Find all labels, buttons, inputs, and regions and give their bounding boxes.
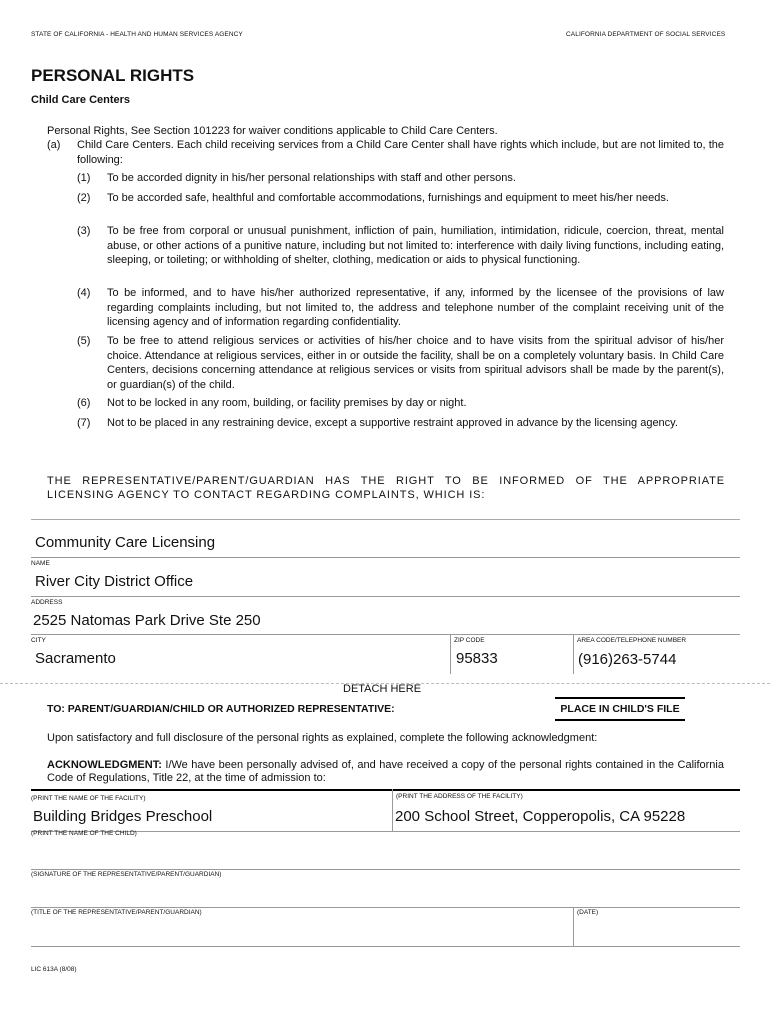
right-number: (5) xyxy=(77,335,91,347)
phone-label: AREA CODE/TELEPHONE NUMBER xyxy=(577,637,687,644)
field-line xyxy=(31,596,740,597)
department-header: CALIFORNIA DEPARTMENT OF SOCIAL SERVICES xyxy=(566,31,726,38)
place-in-file-box xyxy=(555,697,685,721)
item-a-label: (a) xyxy=(47,139,61,151)
right-text: To be accorded safe, healthful and comfortable accommodations, furnishings and equipment to meet his/her needs. xyxy=(107,192,669,204)
place-in-file-label: PLACE IN CHILD'S FILE xyxy=(560,703,680,715)
right-text: To be accorded dignity in his/her personal relationships with staff and other persons. xyxy=(107,172,516,184)
form-number: LIC 613A (8/08) xyxy=(31,966,77,973)
agency-name-value[interactable]: Community Care Licensing xyxy=(35,534,216,551)
phone-value[interactable]: (916)263-5744 xyxy=(578,651,677,668)
right-number: (7) xyxy=(77,417,91,429)
facility-name-label: (PRINT THE NAME OF THE FACILITY) xyxy=(31,795,146,802)
facility-address-label: (PRINT THE ADDRESS OF THE FACILITY) xyxy=(396,793,523,800)
field-line xyxy=(31,946,740,947)
date-field[interactable] xyxy=(576,918,740,946)
address-label: ADDRESS xyxy=(31,599,63,606)
intro-text: Personal Rights, See Section 101223 for waiver conditions applicable to Child Care Centers. xyxy=(47,125,498,137)
ack-label: ACKNOWLEDGMENT: xyxy=(47,759,162,771)
field-line xyxy=(31,907,740,908)
city-value[interactable]: Sacramento xyxy=(35,650,116,667)
right-number: (3) xyxy=(77,225,91,237)
right-number: (1) xyxy=(77,172,91,184)
field-line xyxy=(31,634,740,635)
field-line xyxy=(31,831,740,832)
field-divider xyxy=(392,789,393,832)
acknowledgment-text xyxy=(47,759,724,785)
agency-street-value[interactable]: 2525 Natomas Park Drive Ste 250 xyxy=(33,612,261,629)
facility-name-value[interactable]: Building Bridges Preschool xyxy=(33,808,213,825)
field-divider xyxy=(450,634,451,674)
page-title: PERSONAL RIGHTS xyxy=(31,66,195,85)
detach-label: DETACH HERE xyxy=(343,683,422,695)
right-number: (4) xyxy=(77,287,91,299)
zip-label: ZIP CODE xyxy=(454,637,485,644)
rep-title-field[interactable] xyxy=(31,918,571,946)
signature-label: (SIGNATURE OF THE REPRESENTATIVE/PARENT/GUARDIAN) xyxy=(31,871,222,878)
city-label: CITY xyxy=(31,637,46,644)
field-divider xyxy=(573,634,574,674)
divider xyxy=(31,519,740,520)
item-a-text: Child Care Centers. Each child receiving services from a Child Care Center shall have rights which include, but are not limited to, the following: xyxy=(77,139,724,166)
agency-address-value[interactable]: River City District Office xyxy=(35,573,194,590)
child-name-field[interactable] xyxy=(31,840,740,868)
right-text: Not to be locked in any room, building, or facility premises by day or night. xyxy=(107,397,467,409)
child-name-label: (PRINT THE NAME OF THE CHILD) xyxy=(31,830,137,837)
ack-instruction: Upon satisfactory and full disclosure of the personal rights as explained, complete the following acknowledgment: xyxy=(47,732,598,744)
right-text: To be free from corporal or unusual punishment, infliction of pain, humiliation, intimidation, ridicule, coercion, threat, mental abuse, or other actions of a punitive nature, including but not limited to: interference with daily living functions, including eating, sleeping, or toileting; or withholding of shelter, clothing, medication or aids to physical functioning. xyxy=(107,225,724,266)
zip-value[interactable]: 95833 xyxy=(456,650,498,667)
rep-title-label: (TITLE OF THE REPRESENTATIVE/PARENT/GUARDIAN) xyxy=(31,909,202,916)
right-text: Not to be placed in any restraining device, except a supportive restraint approved in advance by the licensing agency. xyxy=(107,417,678,429)
right-text: To be free to attend religious services or activities of his/her choice and to have visits from the spiritual advisor of his/her choice. Attendance at religious services, either in or outside the facility, shall be on a completely voluntary basis. In Child Care Centers, decisions concerning attendance at religious services or visits from spiritual advisors shall be made by the parent(s), or guardian(s) of the child. xyxy=(107,335,724,391)
form-top-rule xyxy=(31,789,740,791)
ack-body: I/We have been personally advised of, and have received a copy of the personal rights contained in the California Code of Regulations, Title 22, at the time of admission to: xyxy=(47,759,724,784)
right-text: To be informed, and to have his/her authorized representative, if any, informed by the licensee of the provisions of law regarding complaints including, but not limited to, the address and telephone number of the complaint receiving unit of the licensing agency and of information regarding confidentiality. xyxy=(107,287,724,328)
agency-header: STATE OF CALIFORNIA - HEALTH AND HUMAN SERVICES AGENCY xyxy=(31,31,243,38)
page-subtitle: Child Care Centers xyxy=(31,94,131,106)
field-divider xyxy=(573,907,574,947)
field-line xyxy=(31,869,740,870)
name-label: NAME xyxy=(31,560,50,567)
signature-field[interactable] xyxy=(31,880,740,906)
right-number: (6) xyxy=(77,397,91,409)
facility-address-value[interactable]: 200 School Street, Copperopolis, CA 95228 xyxy=(395,808,686,825)
right-number: (2) xyxy=(77,192,91,204)
to-line: TO: PARENT/GUARDIAN/CHILD OR AUTHORIZED REPRESENTATIVE: xyxy=(47,703,395,715)
field-line xyxy=(31,557,740,558)
date-label: (DATE) xyxy=(577,909,599,916)
complaint-notice: THE REPRESENTATIVE/PARENT/GUARDIAN HAS THE RIGHT TO BE INFORMED OF THE APPROPRIATE LICENSING AGENCY TO CONTACT REGARDING COMPLAINTS, WHICH IS: xyxy=(47,475,725,501)
